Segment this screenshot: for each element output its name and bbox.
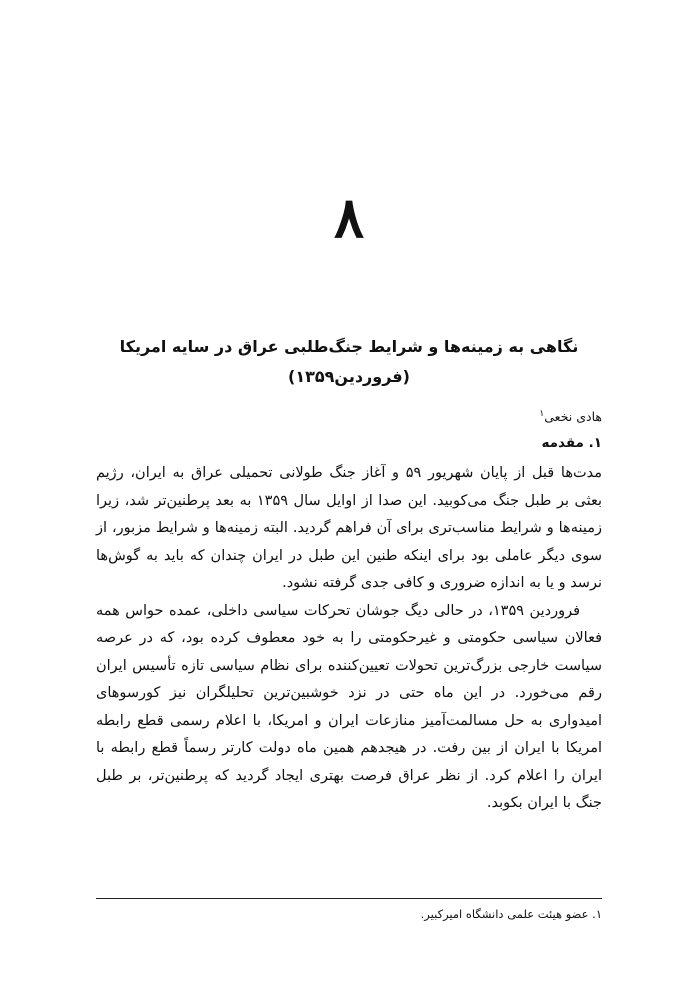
body-text — [96, 460, 602, 818]
footnote-divider — [96, 898, 602, 899]
section-heading: ۱. مقدمه — [541, 435, 602, 451]
author-line — [539, 404, 602, 427]
paragraph: فروردین ۱۳۵۹، در حالی دیگ جوشان تحرکات سیاسی داخلی، عمده حواس همه فعالان سیاسی حکومتی و غیرحکومتی را به خود معطوف کرده بود، که در عرصه سیاست خارجی بزرگ‌ترین تحولات تعیین‌کننده برای نظام سیاسی تازه تأسیس ایران رقم می‌خورد. در این ماه حتی در نزد خوشبین‌ترین تحلیلگران نیز کورسوهای امیدواری به حل مسالمت‌آمیز منازعات ایران و امریکا، با اعلام رسمی قطع رابطه امریکا با ایران از بین رفت. در هیجدهم همین ماه دولت کارتر رسماً قطع رابطه با ایران را اعلام کرد. از نظر عراق فرصت بهتری ایجاد گردید که پرطنین‌تر، بر طبل جنگ با ایران بکوبد. — [96, 602, 602, 811]
chapter-number: ۸ — [333, 185, 365, 251]
chapter-title — [96, 332, 602, 392]
chapter-title-line-2: (فروردین۱۳۵۹) — [288, 367, 410, 386]
author-name: هادی نخعی — [544, 409, 602, 425]
author-footnote-marker: ۱ — [539, 409, 545, 419]
chapter-title-line-1: نگاهی به زمینه‌ها و شرایط جنگ‌طلبی عراق در سایه امریکا — [119, 337, 579, 356]
paragraph: مدت‌ها قبل از پایان شهریور ۵۹ و آغاز جنگ طولانی تحمیلی عراق به ایران، رژیم بعثی بر طبل جنگ می‌کوبید. این صدا از اوایل سال ۱۳۵۹ به بعد پرطنین‌تر شد، زیرا زمینه‌ها و شرایط مناسب‌تری برای آن فراهم گردید. البته زمینه‌ها و شرایط مزبور، از سوی دیگر عاملی بود برای اینکه طنین این طبل در ایران چندان که باید به گوش‌ها نرسد و یا به اندازه ضروری و کافی جدی گرفته نشود. — [96, 465, 603, 591]
footnote: ۱. عضو هیئت علمی دانشگاه امیرکبیر. — [420, 907, 602, 921]
